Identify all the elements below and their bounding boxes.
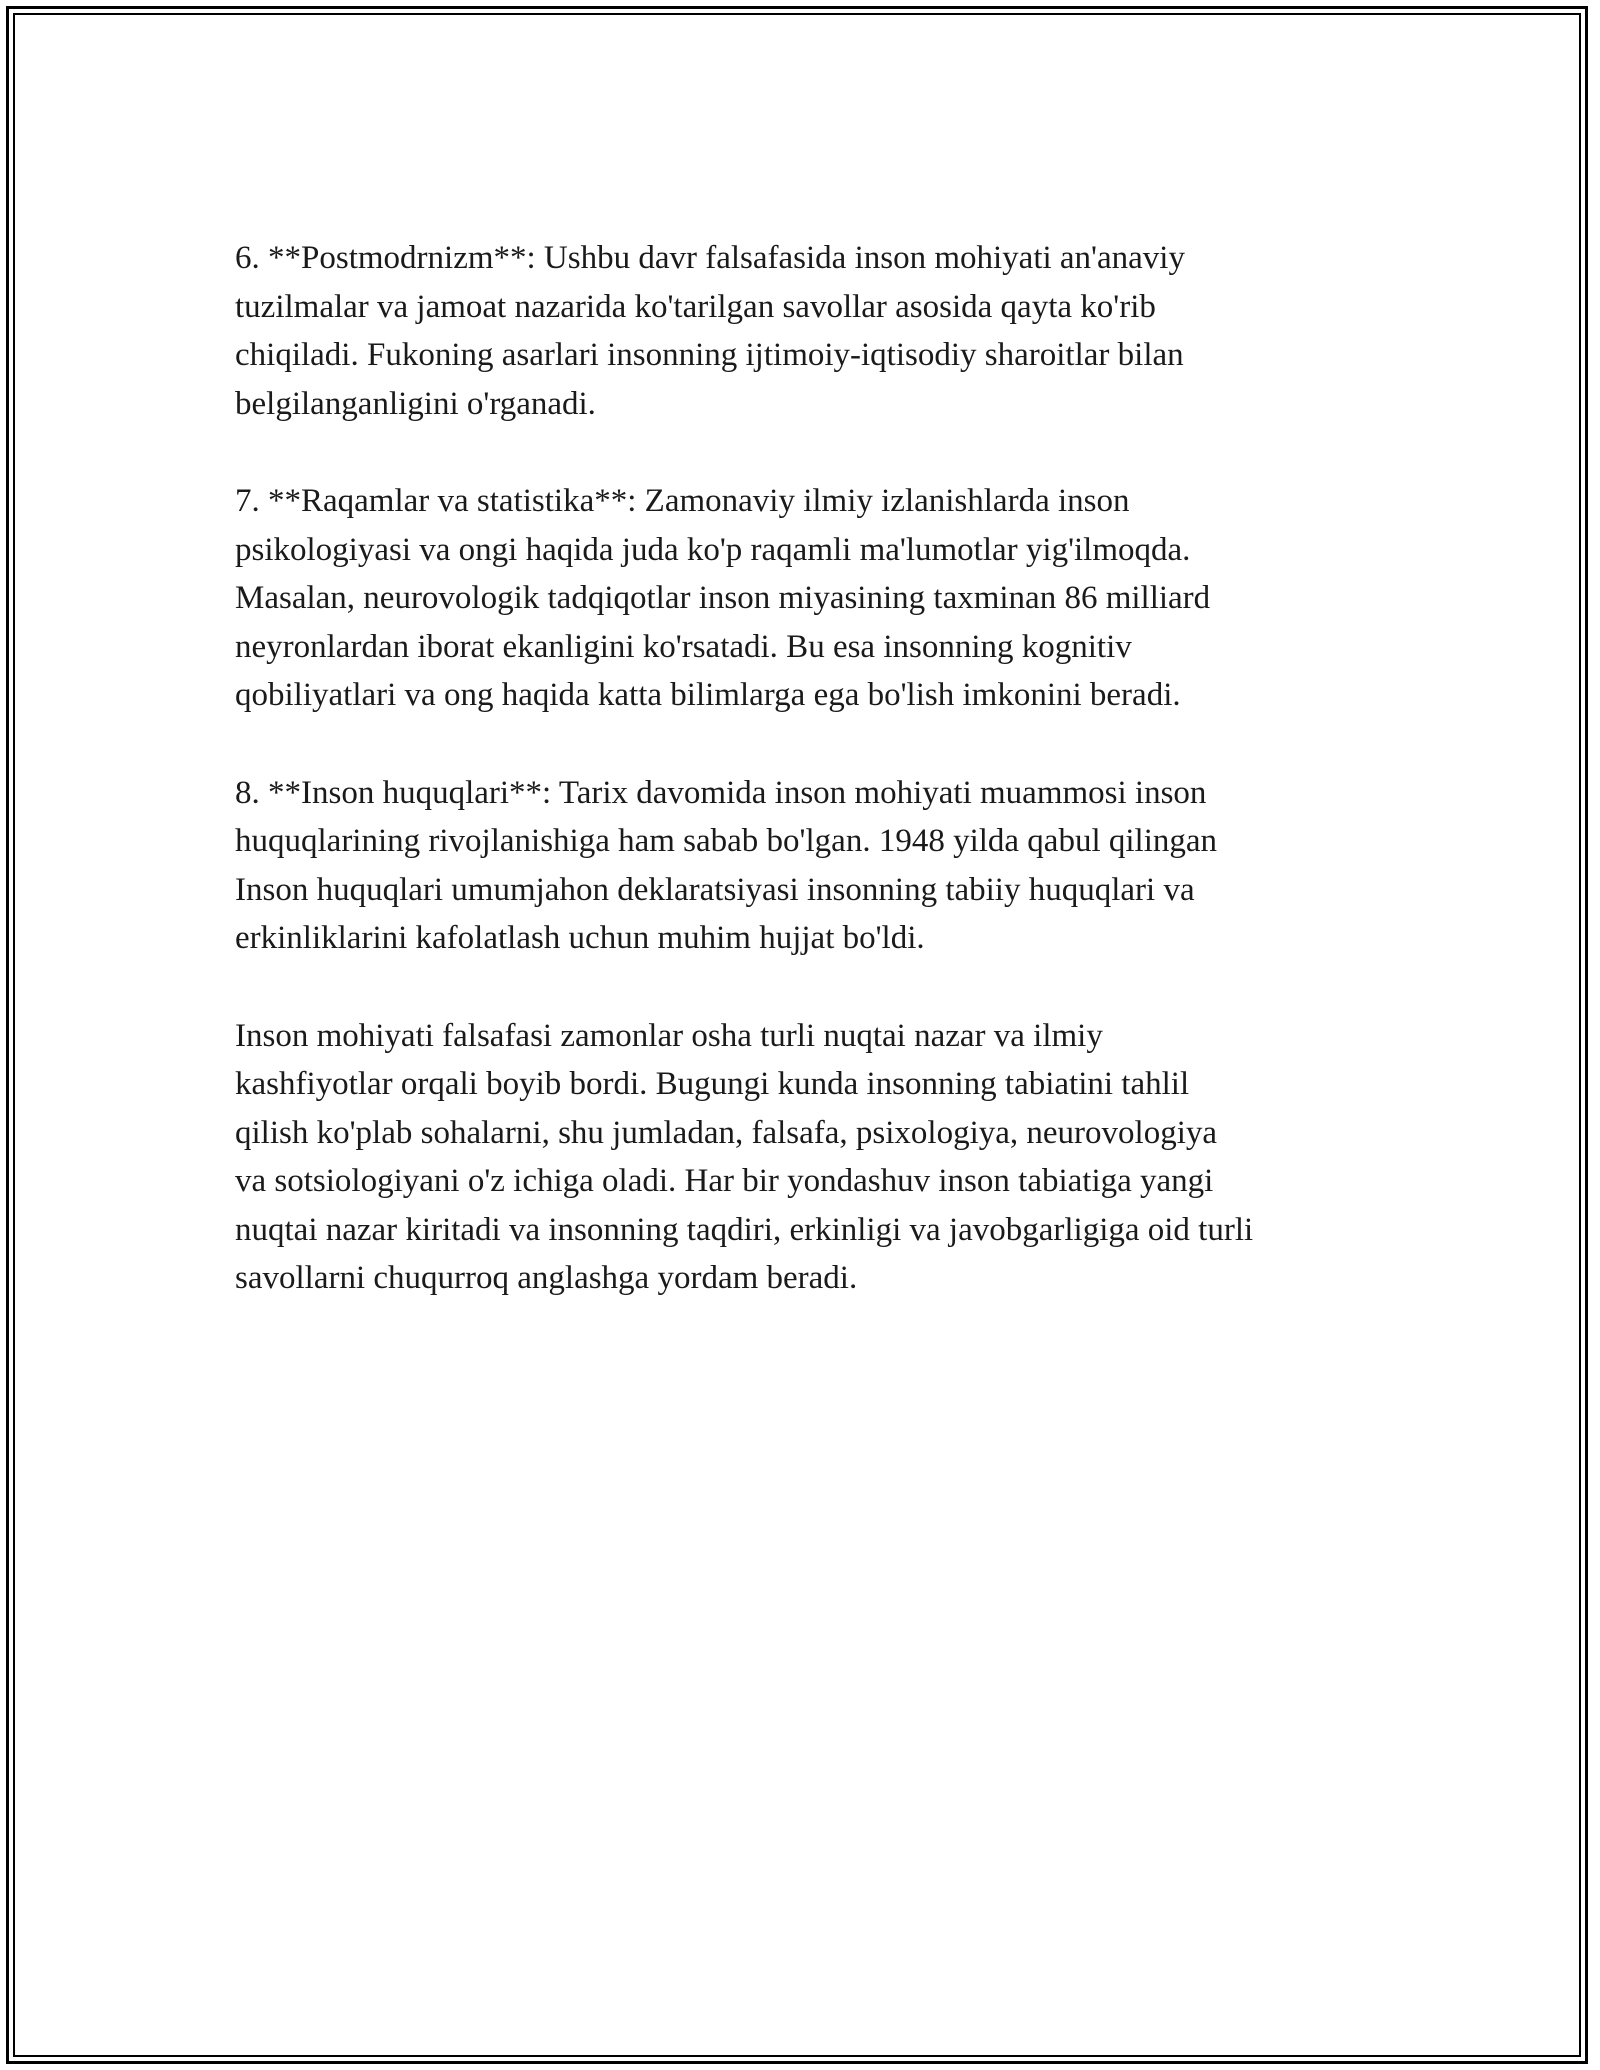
document-body xyxy=(235,234,1385,1303)
paragraph-conclusion: Inson mohiyati falsafasi zamonlar osha turli nuqtai nazar va ilmiy kashfiyotlar orqali boyib bordi. Bugungi kunda insonning tabiatini tahlil qilish ko'plab sohalarni, shu jumladan, falsafa, psixologiya, neurovologiya va sotsiologiyani o'z ichiga oladi. Har bir yondashuv inson tabiatiga yangi nuqtai nazar kiritadi va insonning taqdiri, erkinligi va javobgarligiga oid turli savollarni chuqurroq anglashga yordam beradi. xyxy=(235,1017,1254,1296)
paragraph-human-rights: 8. **Inson huquqlari**: Tarix davomida inson mohiyati muammosi inson huquqlarining rivojlanishiga ham sabab bo'lgan. 1948 yilda qabul qilingan Inson huquqlari umumjahon deklaratsiyasi insonning tabiiy huquqlari va erkinliklarini kafolatlash uchun muhim hujjat bo'ldi. xyxy=(235,774,1218,956)
paragraph-postmodernism: 6. **Postmodrnizm**: Ushbu davr falsafasida inson mohiyati an'anaviy tuzilmalar va jamoat nazarida ko'tarilgan savollar asosida qayta ko'rib chiqiladi. Fukoning asarlari insonning ijtimoiy-iqtisodiy sharoitlar bilan belgilanganligini o'rganadi. xyxy=(235,240,1185,422)
paragraph-numbers-statistics: 7. **Raqamlar va statistika**: Zamonaviy ilmiy izlanishlarda inson psikologiyasi va ongi haqida juda ko'p raqamli ma'lumotlar yig'ilmoqda. Masalan, neurovologik tadqiqotlar inson miyasining taxminan 86 milliard neyronlardan iborat ekanligini ko'rsatadi. Bu esa insonning kognitiv qobiliyatlari va ong haqida katta bilimlarga ega bo'lish imkonini beradi. xyxy=(235,483,1211,713)
